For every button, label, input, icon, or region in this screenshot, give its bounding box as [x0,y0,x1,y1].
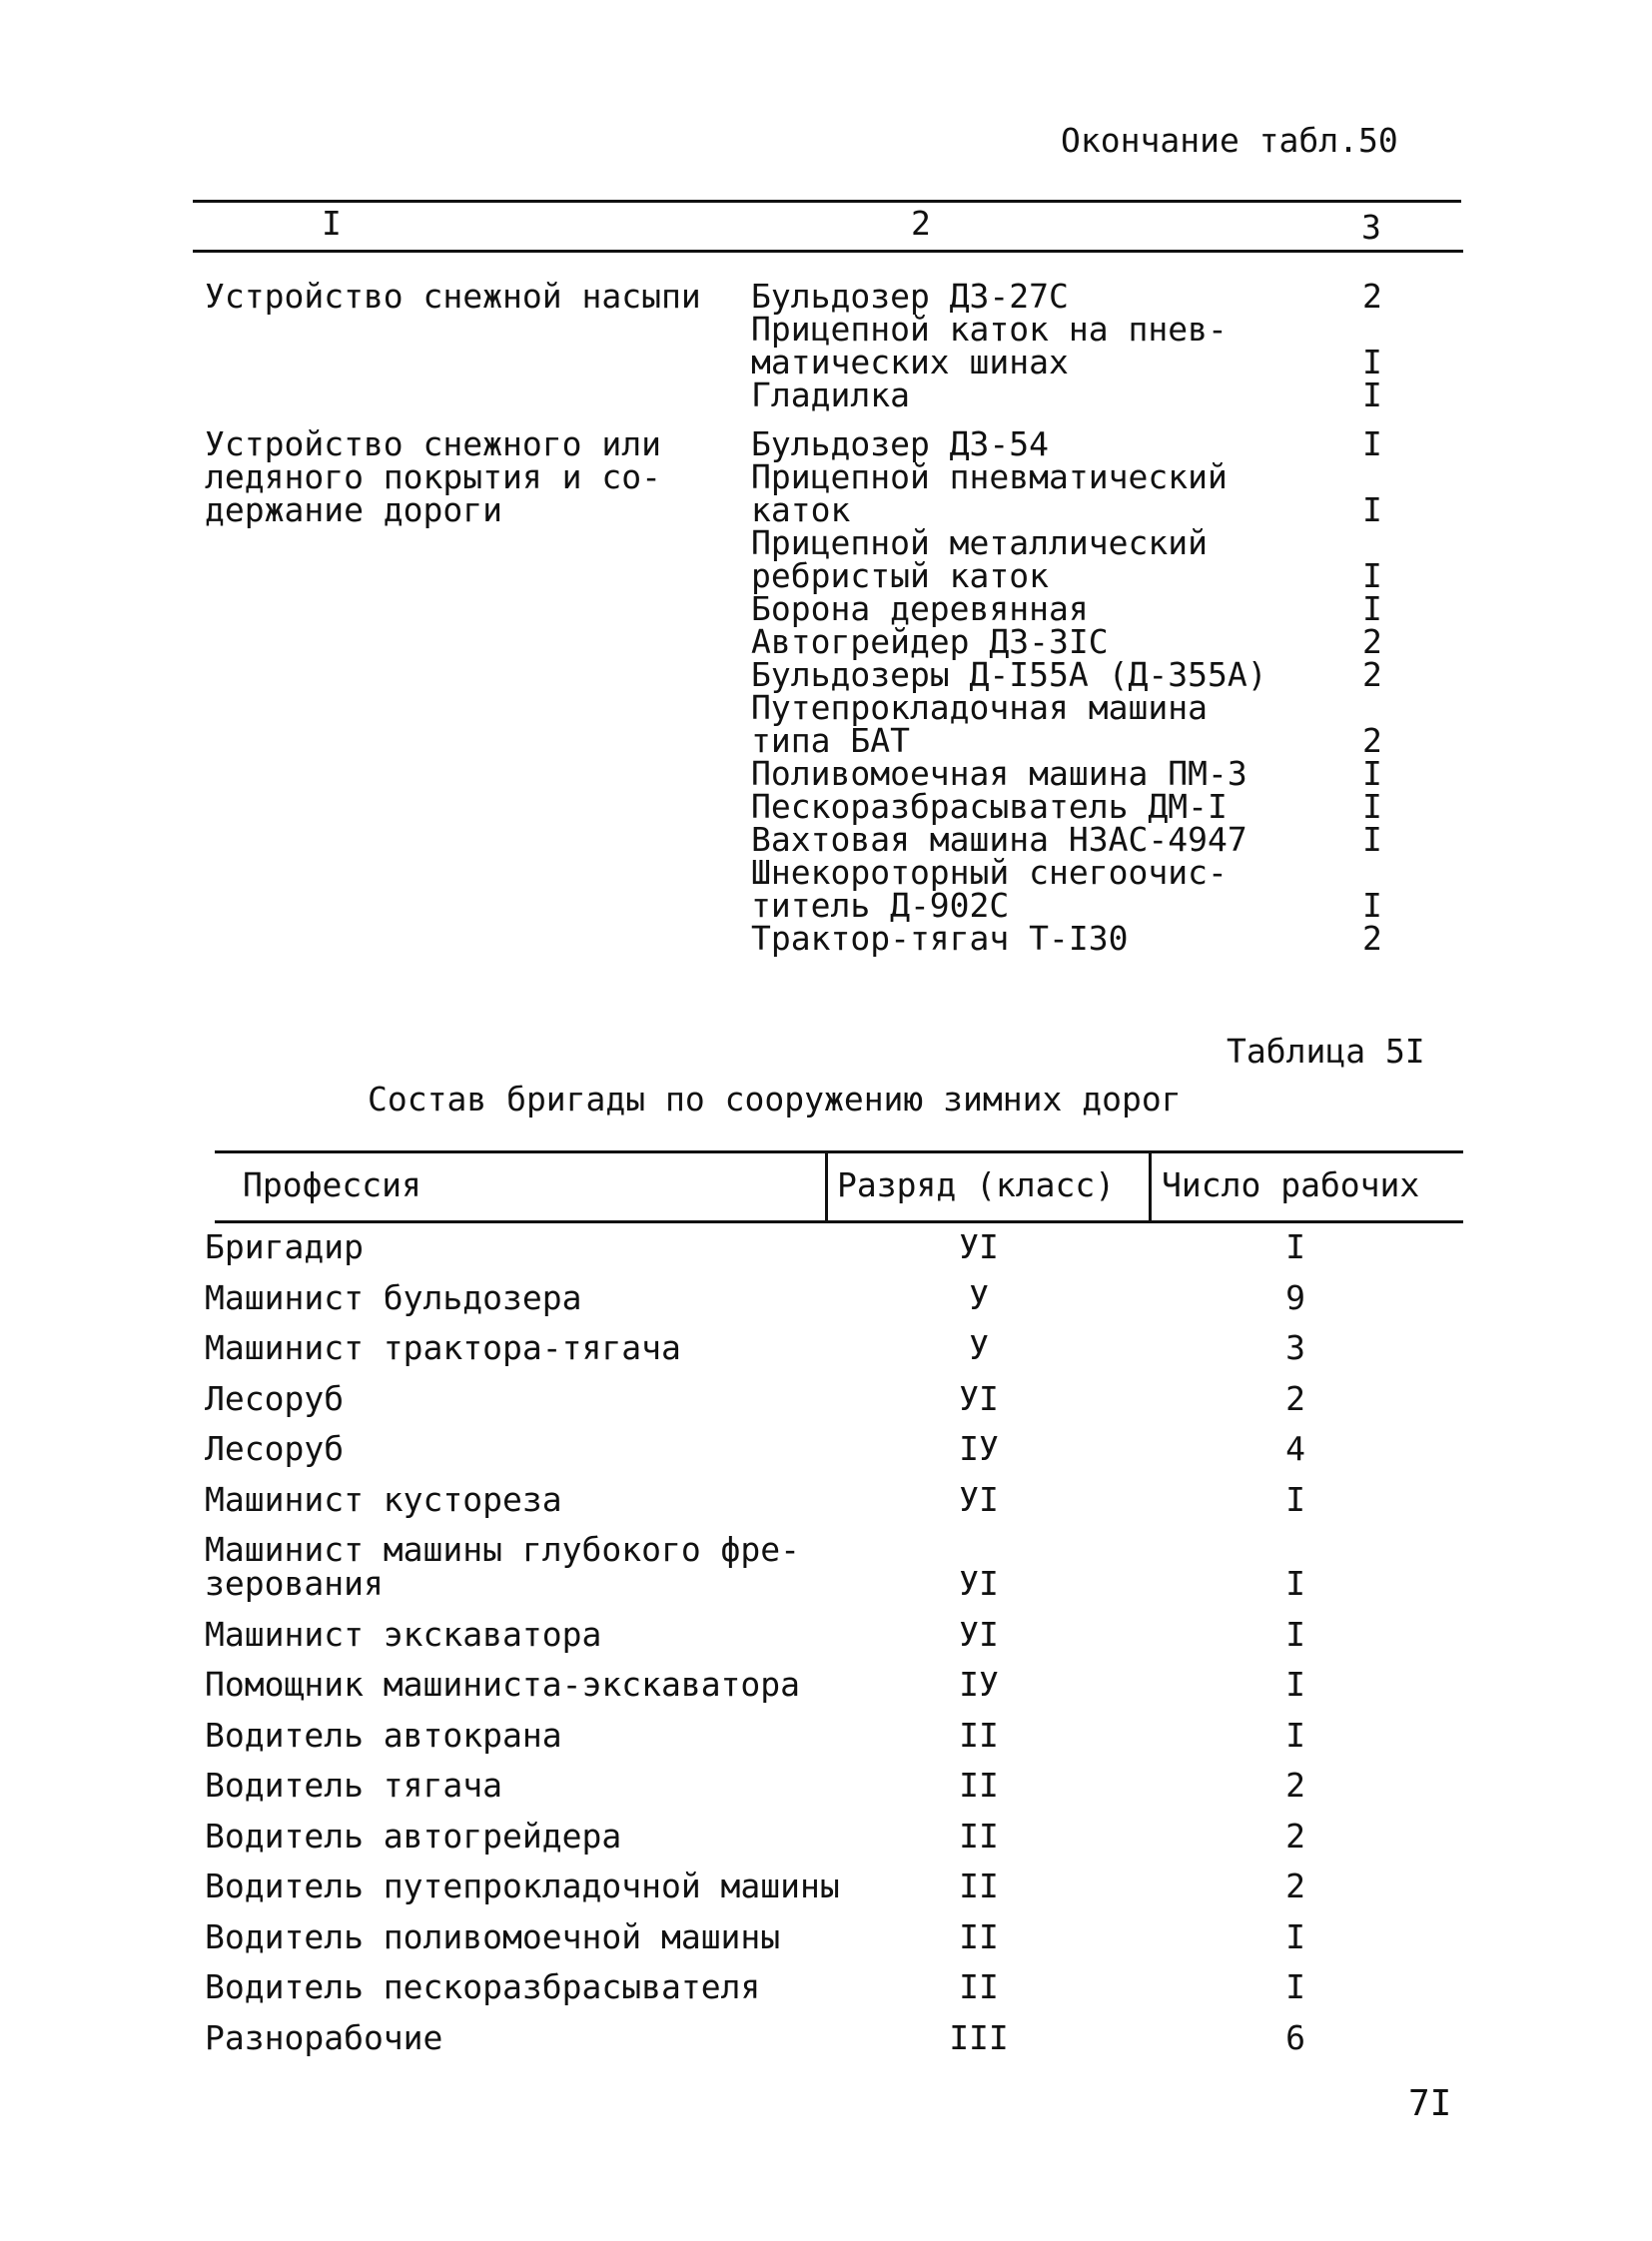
table50-machine-line: Путепрокладочная машина [751,688,1208,727]
table51-top-rule [215,1150,1463,1153]
table51-profession: Водитель путепрокладочной машины [205,1867,840,1905]
table50-qty: 2 [1362,622,1382,661]
table51-grade: II [959,1816,999,1856]
table51-profession: Лесоруб [205,1378,345,1418]
table51-count: 6 [1285,2017,1305,2057]
table50-work-line: Устройство снежного или [205,424,661,463]
table51-profession: Помощник машиниста-экскаватора [205,1665,801,1704]
table51-count: I [1285,1916,1305,1956]
table51-header-divider-1 [825,1152,828,1222]
table51-count: I [1285,1564,1305,1603]
table51-grade: II [959,1916,999,1956]
table50-machine-line: матических шинах [751,343,1069,381]
table51-profession: Водитель тягача [205,1766,503,1805]
table50-work-line: Устройство снежной насыпи [205,277,701,316]
table50-machine-line: Прицепной каток на пнев- [751,310,1228,349]
table51-profession: Машинист кустореза [205,1479,562,1519]
page-number: 7I [1408,2083,1452,2124]
table50-qty: I [1362,424,1382,463]
table51-profession: Водитель автокрана [205,1715,562,1755]
table51-header-count: Число рабочих [1162,1165,1420,1204]
table51-profession: Лесоруб [205,1429,345,1468]
table50-machine-line: Прицепной металлический [751,523,1208,562]
table50-header-col2: 2 [911,204,931,243]
table50-qty: 2 [1362,655,1382,694]
table51-count: I [1285,1227,1305,1266]
table50-qty: I [1362,589,1382,628]
table50-qty: I [1362,556,1382,595]
table51-profession: Бригадир [205,1227,364,1266]
table51-grade: У [969,1328,989,1367]
table50-machine-line: Автогрейдер ДЗ-3IС [751,622,1109,661]
table51-grade: УI [959,1227,999,1266]
table51-grade: II [959,1867,999,1905]
table50-header-rule [193,250,1463,253]
table50-machine-line: титель Д-902С [751,886,1010,925]
table50-qty: I [1362,787,1382,826]
table50-machine-line: Трактор-тягач Т-I30 [751,919,1129,958]
table50-machine-line: Бульдозер ДЗ-54 [751,424,1050,463]
table50-qty: I [1362,754,1382,793]
table50-continuation-caption: Окончание табл.50 [1061,121,1398,160]
table51-grade: УI [959,1378,999,1418]
table51-grade: У [969,1277,989,1317]
table50-machine-line: Бульдозеры Д-I55А (Д-355А) [751,655,1267,694]
table50-qty: 2 [1362,721,1382,760]
table51-profession: Водитель поливомоечной машины [205,1916,781,1956]
table51-label: Таблица 5I [1227,1032,1425,1071]
table51-count: I [1285,1967,1305,2006]
table51-grade: IУ [959,1665,999,1704]
table51-count: I [1285,1715,1305,1755]
table50-header-col3: 3 [1361,208,1381,247]
table50-machine-line: Пескоразбрасыватель ДМ-I [751,787,1228,826]
table50-machine-line: Прицепной пневматический [751,457,1228,496]
table50-machine-line: Гладилка [751,375,910,414]
table51-header-rule [215,1220,1463,1223]
table50-work-line: ледяного покрытия и со- [205,457,661,496]
table50-qty: I [1362,490,1382,529]
table51-profession: Машинист трактора-тягача [205,1328,681,1367]
table51-header-grade: Разряд (класс) [837,1165,1116,1204]
table51-grade: II [959,1715,999,1755]
table50-machine-line: Шнекороторный снегоочис- [751,853,1228,892]
table51-grade: II [959,1967,999,2006]
table50-machine-line: типа БАТ [751,721,910,760]
table50-qty: 2 [1362,919,1382,958]
table50-qty: I [1362,375,1382,414]
table51-profession: Водитель автогрейдера [205,1816,622,1856]
table51-count: I [1285,1479,1305,1519]
table51-title: Состав бригады по сооружению зимних дорог [368,1080,1182,1119]
table51-grade: УI [959,1614,999,1654]
table50-machine-line: каток [751,490,851,529]
table51-count: 2 [1285,1816,1305,1856]
table50-machine-line: ребристый каток [751,556,1050,595]
table50-top-rule [193,200,1461,203]
table51-grade: УI [959,1479,999,1519]
table51-profession: Разнорабочие [205,2017,443,2057]
table51-count: 2 [1285,1867,1305,1905]
table50-work-line: держание дороги [205,490,503,529]
table51-count: I [1285,1614,1305,1654]
table51-header-profession: Профессия [243,1165,421,1204]
table51-count: 4 [1285,1429,1305,1468]
table50-qty: I [1362,343,1382,381]
table51-profession: Водитель пескоразбрасывателя [205,1967,761,2006]
table51-profession: Машинист бульдозера [205,1277,582,1317]
table51-profession: зерования [205,1564,384,1603]
table51-header-divider-2 [1149,1152,1152,1222]
table51-profession: Машинист машины глубокого фре- [205,1530,801,1569]
table50-qty: I [1362,886,1382,925]
table50-machine-line: Бульдозер ДЗ-27С [751,277,1069,316]
table51-grade: III [949,2017,1009,2057]
table50-header-col1: I [322,204,342,243]
table50-machine-line: Вахтовая машина НЗАС-4947 [751,820,1247,859]
table51-grade: IУ [959,1429,999,1468]
table50-qty: 2 [1362,277,1382,316]
table50-machine-line: Борона деревянная [751,589,1089,628]
table51-grade: УI [959,1564,999,1603]
table51-profession: Машинист экскаватора [205,1614,602,1654]
table50-qty: I [1362,820,1382,859]
table51-count: 9 [1285,1277,1305,1317]
table51-count: 3 [1285,1328,1305,1367]
table51-count: 2 [1285,1378,1305,1418]
table51-count: 2 [1285,1766,1305,1805]
table51-grade: II [959,1766,999,1805]
table50-machine-line: Поливомоечная машина ПМ-3 [751,754,1247,793]
table51-count: I [1285,1665,1305,1704]
